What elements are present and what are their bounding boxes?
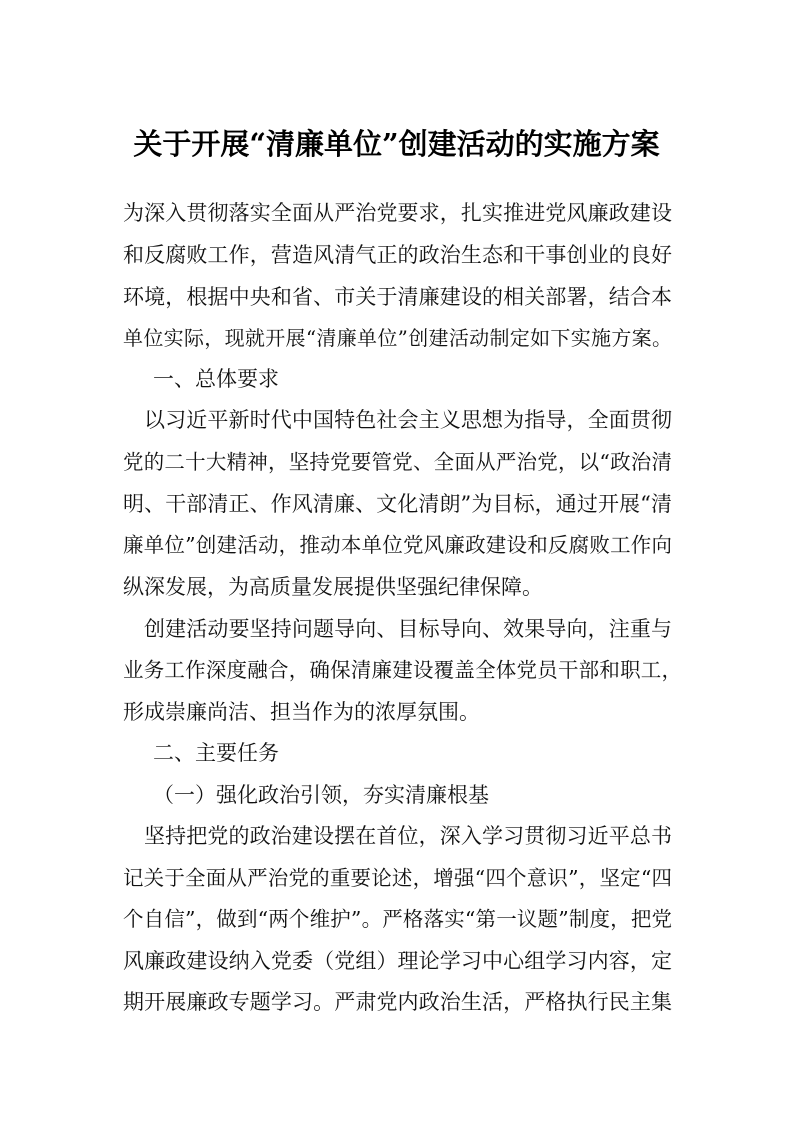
body-line-18: 个自信”，做到“两个维护”。严格落实“第一议题”制度，把党 — [123, 907, 672, 931]
body-line-9: 廉单位”创建活动，推动本单位党风廉政建设和反腐败工作向 — [123, 533, 672, 557]
body-line-7: 党的二十大精神，坚持党要管党、全面从严治党，以“政治清 — [123, 450, 672, 474]
body-line-13: 形成崇廉尚洁、担当作为的浓厚氛围。 — [123, 700, 480, 724]
body-line-16: 坚持把党的政治建设摆在首位，深入学习贯彻习近平总书 — [144, 824, 672, 848]
document-title: 关于开展“清廉单位”创建活动的实施方案 — [133, 127, 660, 161]
body-line-1: 为深入贯彻落实全面从严治党要求，扎实推进党风廉政建设 — [123, 201, 672, 225]
body-line-3: 环境，根据中央和省、市关于清廉建设的相关部署，结合本 — [123, 285, 672, 309]
body-line-2: 和反腐败工作，营造风清气正的政治生态和干事创业的良好 — [123, 243, 672, 267]
section-heading-1: 一、总体要求 — [153, 367, 279, 391]
body-line-10: 纵深发展，为高质量发展提供坚强纪律保障。 — [123, 575, 543, 599]
section-heading-2: 二、主要任务 — [153, 741, 279, 765]
body-line-4: 单位实际，现就开展“清廉单位”创建活动制定如下实施方案。 — [123, 326, 672, 350]
body-line-12: 业务工作深度融合，确保清廉建设覆盖全体党员干部和职工， — [123, 658, 682, 682]
body-line-11: 创建活动要坚持问题导向、目标导向、效果导向，注重与 — [144, 617, 672, 641]
subsection-heading-1: （一）强化政治引领，夯实清廉根基 — [153, 783, 489, 807]
body-line-17: 记关于全面从严治党的重要论述，增强“四个意识”，坚定“四 — [123, 866, 672, 890]
body-line-8: 明、干部清正、作风清廉、文化清朗”为目标，通过开展“清 — [123, 492, 672, 516]
body-line-19: 风廉政建设纳入党委（党组）理论学习中心组学习内容，定 — [123, 949, 672, 973]
body-line-20: 期开展廉政专题学习。严肃党内政治生活，严格执行民主集 — [123, 990, 672, 1014]
body-line-6: 以习近平新时代中国特色社会主义思想为指导，全面贯彻 — [144, 408, 672, 432]
